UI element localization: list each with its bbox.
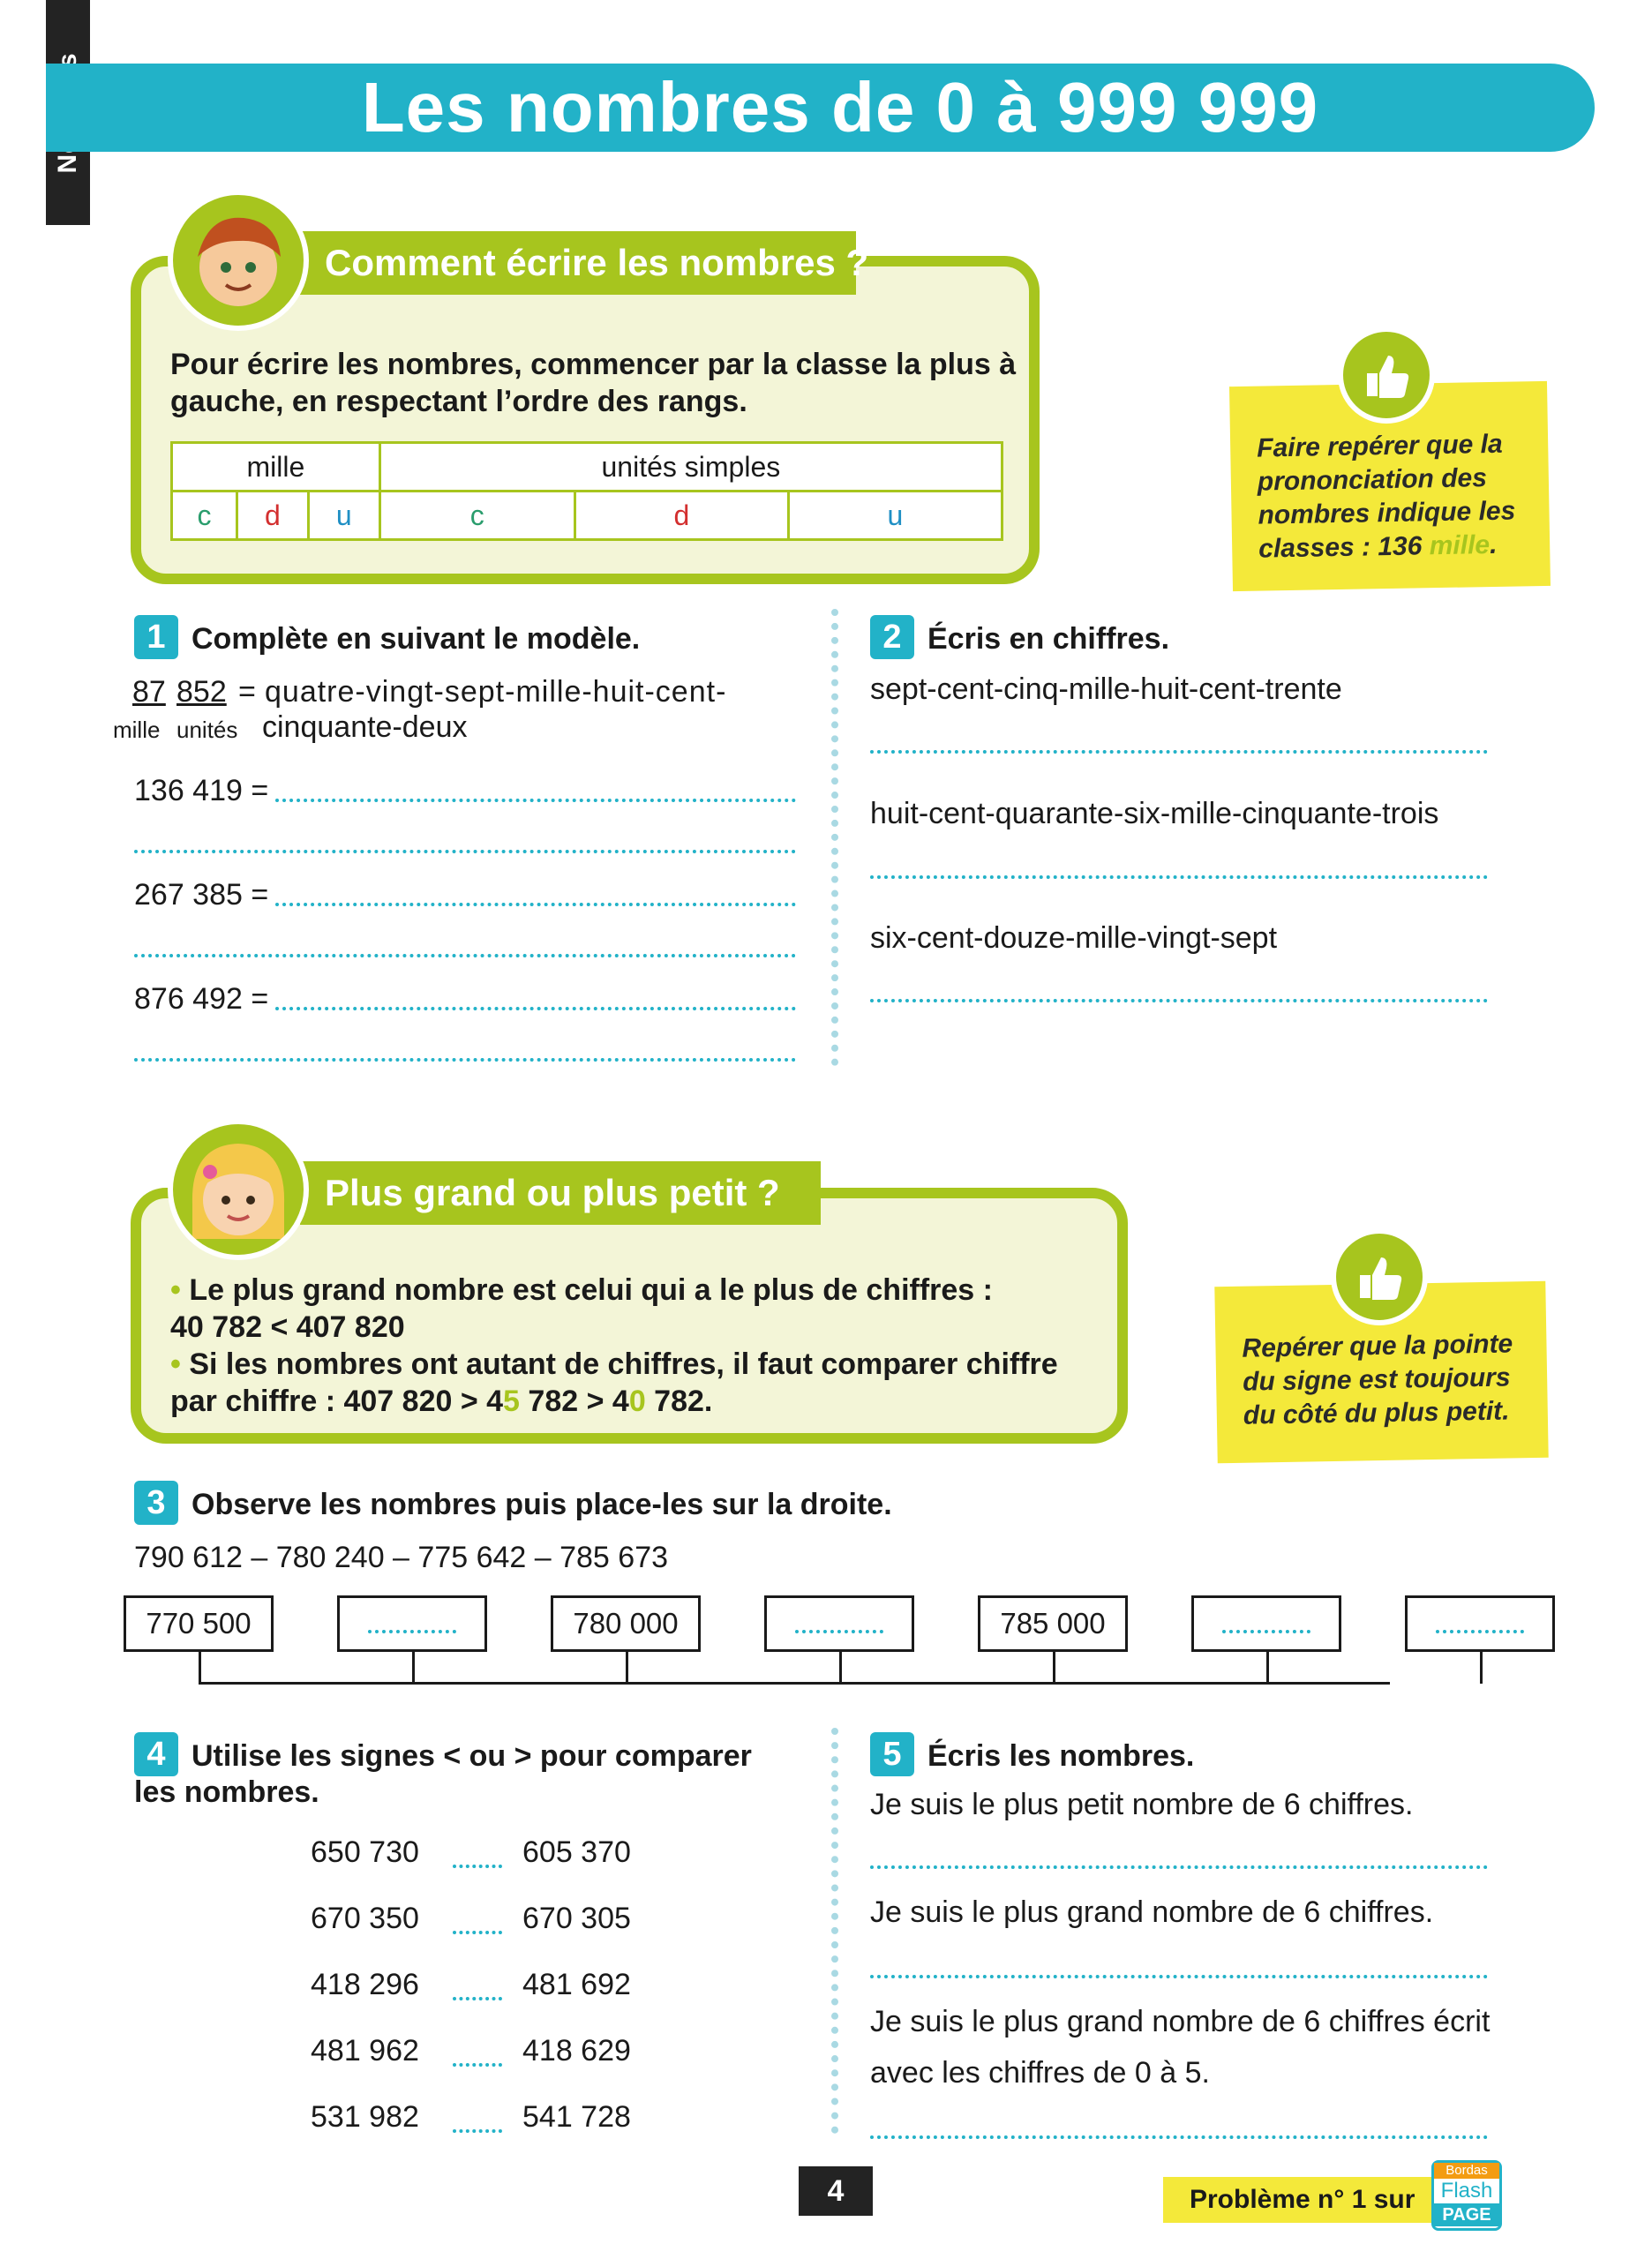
ex2-answer-3[interactable] [870,999,1488,1002]
ex5-item-3-line-1: Je suis le plus grand nombre de 6 chiffres écrit [870,2005,1491,2038]
ex2-answer-2[interactable] [870,875,1488,879]
exercise-4-title-line-1: Utilise les signes < ou > pour comparer [191,1739,752,1773]
rule-2-line-3-text: Si les nombres ont autant de chiffres, il faut comparer chiffre [189,1347,1058,1381]
number-box: 785 000 [978,1595,1128,1652]
cmp-answer[interactable] [453,2121,502,2137]
ex5-answer-1[interactable] [870,1865,1488,1869]
model-label-unites: unités [176,717,238,743]
logo-top: Bordas [1434,2163,1499,2179]
cmp-right: 605 370 [522,1835,631,1869]
axis-tick [839,1652,842,1684]
logo-bottom: PAGE [1434,2203,1499,2226]
axis-tick [412,1652,415,1684]
model-equals: = [238,675,256,709]
ex5-answer-2[interactable] [870,1975,1488,1978]
thumbs-up-icon [1338,326,1435,424]
rank-cell: d [574,492,788,540]
ex1-answer-3b[interactable] [134,1058,796,1062]
rule-heading-writing: Comment écrire les nombres ? [300,231,856,295]
cmp-left: 418 296 [311,1968,419,2001]
number-box-answer[interactable] [764,1595,914,1652]
rule-2-line-4-d: 0 [628,1385,646,1418]
model-text-line-1: quatre-vingt-sept-mille-huit-cent- [265,675,727,709]
rule-text-writing: Pour écrire les nombres, commencer par la classe la plus à gauche, en respectant l’ordre des rangs. [170,348,1017,418]
rank-cell: c [172,492,237,540]
axis-tick [199,1652,201,1684]
bullet-icon: • [170,1347,181,1381]
column-divider [831,609,838,1066]
class-table [170,441,1003,541]
page-number: 4 [799,2166,873,2216]
class-header-unites: unités simples [379,443,1002,492]
rule-2-line-2: 40 782 < 407 820 [170,1310,405,1344]
exercise-5-title: Écris les nombres. [927,1739,1195,1773]
model-text-line-2: cinquante-deux [262,710,468,744]
logo-mid: Flash [1440,2179,1493,2203]
axis-tick [1266,1652,1269,1684]
ex1-answer-3a[interactable] [275,1007,796,1010]
ex1-item-2: 267 385 = [134,878,269,912]
page-title: Les nombres de 0 à 999 999 [361,68,1319,146]
number-line [124,1595,1553,1692]
rank-cell: d [237,492,308,540]
cmp-right: 481 692 [522,1968,631,2001]
ex5-item-3-line-2: avec les chiffres de 0 à 5. [870,2056,1210,2090]
rule-2-line-4-b: 5 [503,1385,520,1418]
exercise-2-number: 2 [870,615,914,659]
ex1-answer-1b[interactable] [134,850,796,853]
ex5-answer-3[interactable] [870,2135,1488,2139]
cmp-answer[interactable] [453,1923,502,1939]
exercise-4-number: 4 [134,1732,178,1776]
rank-cell: c [379,492,574,540]
rule-2-line-3 [170,1346,1058,1383]
ex1-item-1: 136 419 = [134,774,269,807]
problem-label: Problème n° 1 sur [1163,2177,1476,2223]
exercise-3-title: Observe les nombres puis place-les sur la droite. [191,1488,892,1521]
number-box-answer[interactable] [1191,1595,1341,1652]
model-number-units: 852 [176,675,227,709]
model-number-thousands: 87 [132,675,166,709]
exercise-4-title-line-2: les nombres. [134,1775,319,1809]
cmp-answer[interactable] [453,2055,502,2071]
rank-cell: u [308,492,379,540]
rule-2-line-4-e: 782. [645,1385,713,1418]
rule-2-line-4-c: 782 > 4 [519,1385,629,1418]
exercise-1-title: Complète en suivant le modèle. [191,622,641,656]
number-box: 770 500 [124,1595,274,1652]
number-box-answer[interactable] [337,1595,487,1652]
axis-tick [1053,1652,1055,1684]
ex1-answer-1a[interactable] [275,799,796,802]
exercise-5-number: 5 [870,1732,914,1776]
exercise-1-number: 1 [134,615,178,659]
number-box: 780 000 [551,1595,701,1652]
ex5-item-1: Je suis le plus petit nombre de 6 chiffres. [870,1788,1414,1821]
rule-2-line-1 [170,1272,993,1309]
cmp-left: 650 730 [311,1835,419,1869]
bullet-icon: • [170,1273,181,1307]
girl-avatar [168,1119,309,1260]
class-header-mille: mille [172,443,380,492]
model-label-mille: mille [113,717,161,743]
ex1-item-3: 876 492 = [134,982,269,1016]
exercise-2-title: Écris en chiffres. [927,622,1170,656]
ex2-item-3: six-cent-douze-mille-vingt-sept [870,921,1278,955]
exercise-3-number: 3 [134,1481,178,1525]
rule-2-line-1-text: Le plus grand nombre est celui qui a le plus de chiffres : [189,1273,993,1307]
rule-2-line-4 [170,1383,712,1420]
rule-heading-comparing: Plus grand ou plus petit ? [300,1161,821,1225]
ex2-item-2: huit-cent-quarante-six-mille-cinquante-trois [870,797,1439,830]
cmp-left: 481 962 [311,2034,419,2068]
ex1-answer-2a[interactable] [275,903,796,906]
thumbs-up-icon [1331,1228,1428,1325]
ex3-number-list: 790 612 – 780 240 – 775 642 – 785 673 [134,1541,669,1574]
column-divider [831,1728,838,2134]
rule-2-line-4-a: par chiffre : 407 820 > 4 [170,1385,504,1418]
teacher-note-2: Repérer que la pointe du signe est toujours du côté du plus petit. [1214,1281,1548,1464]
flash-page-logo[interactable] [1431,2160,1502,2231]
number-box-answer[interactable] [1405,1595,1555,1652]
cmp-answer[interactable] [453,1989,502,2005]
axis-tick [626,1652,628,1684]
axis-tick [1480,1652,1483,1684]
note-1-end: . [1489,529,1498,560]
ex1-answer-2b[interactable] [134,954,796,957]
cmp-left: 670 350 [311,1902,419,1935]
rank-cell: u [788,492,1002,540]
boy-avatar [168,190,309,331]
note-1-highlight: mille [1429,530,1491,561]
note-1-text: Faire repérer que la prononciation des nombres indique les classes : 136 [1256,429,1516,564]
cmp-right: 418 629 [522,2034,631,2068]
cmp-left: 531 982 [311,2100,419,2134]
cmp-answer[interactable] [453,1857,502,1872]
ex2-answer-1[interactable] [870,750,1488,754]
cmp-right: 541 728 [522,2100,631,2134]
ex5-item-2: Je suis le plus grand nombre de 6 chiffres. [870,1895,1434,1929]
ex2-item-1: sept-cent-cinq-mille-huit-cent-trente [870,672,1342,706]
cmp-right: 670 305 [522,1902,631,1935]
number-line-axis [199,1682,1390,1685]
